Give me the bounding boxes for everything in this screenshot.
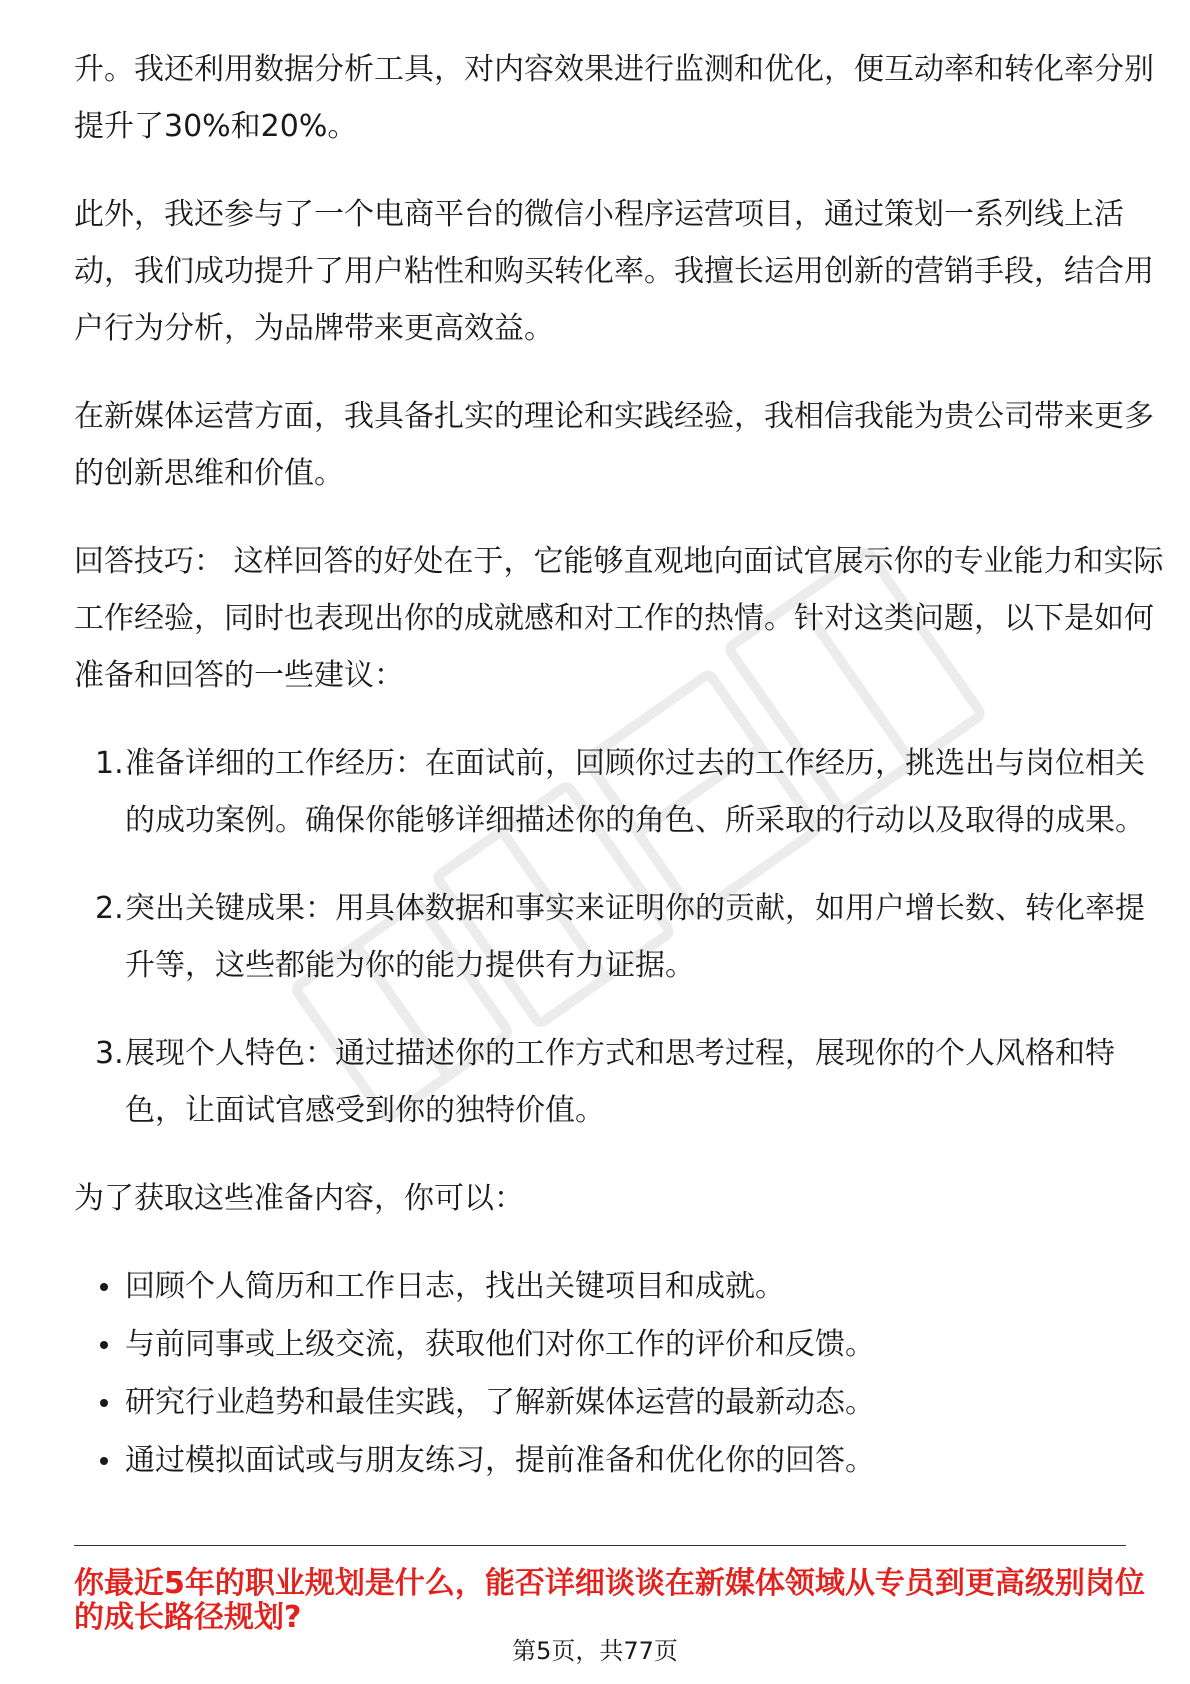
text-line: 此外，我还参与了一个电商平台的微信小程序运营项目，通过策划一系列线上活 (74, 197, 1124, 232)
document-body (74, 41, 1164, 1490)
text-line: 提升了30%和20%。 (74, 109, 358, 144)
list-item (74, 1316, 1144, 1374)
list-item-text: 通过模拟面试或与朋友练习，提前准备和优化你的回答。 (125, 1443, 875, 1478)
paragraph-tips (74, 533, 1164, 704)
text-line: 回答技巧： 这样回答的好处在于，它能够直观地向面试官展示你的专业能力和实际 (74, 544, 1164, 579)
section-divider (74, 1545, 1126, 1546)
list-number: 3. (95, 1036, 124, 1071)
list-item-text: 研究行业趋势和最佳实践，了解新媒体运营的最新动态。 (125, 1385, 875, 1420)
bullet-icon (100, 1457, 108, 1465)
list-item (74, 1432, 1144, 1490)
text-line: 在新媒体运营方面，我具备扎实的理论和实践经验，我相信我能为贵公司带来更多 (74, 399, 1154, 434)
paragraph-summary (74, 388, 1154, 502)
suggestion-item (74, 735, 1144, 849)
paragraph-wechat-project (74, 186, 1154, 357)
text-line: 升。我还利用数据分析工具，对内容效果进行监测和优化，便互动率和转化率分别 (74, 52, 1154, 87)
bullet-icon (100, 1341, 108, 1349)
text-line: 色，让面试官感受到你的独特价值。 (125, 1093, 605, 1128)
list-number: 1. (95, 746, 124, 781)
list-item-text: 与前同事或上级交流，获取他们对你工作的评价和反馈。 (125, 1327, 875, 1362)
text-line: 展现个人特色：通过描述你的工作方式和思考过程，展现你的个人风格和特 (125, 1036, 1115, 1071)
bullet-icon (100, 1399, 108, 1407)
text-line: 工作经验，同时也表现出你的成就感和对工作的热情。针对这类问题，以下是如何 (74, 601, 1154, 636)
page-number: 第5页，共77页 (512, 1637, 678, 1665)
suggestion-item (74, 1025, 1144, 1139)
list-number: 2. (95, 891, 124, 926)
list-item (74, 1374, 1144, 1432)
paragraph-intro (74, 41, 1154, 155)
question-line: 你最近5年的职业规划是什么，能否详细谈谈在新媒体领域从专员到更高级别岗位 (74, 1566, 1145, 1601)
text-line: 户行为分析，为品牌带来更高效益。 (74, 311, 554, 346)
text-line: 的创新思维和价值。 (74, 456, 344, 491)
text-line: 突出关键成果：用具体数据和事实来证明你的贡献，如用户增长数、转化率提 (125, 891, 1145, 926)
text-line: 准备详细的工作经历：在面试前，回顾你过去的工作经历，挑选出与岗位相关 (125, 746, 1145, 781)
paragraph-prep-intro (74, 1170, 1144, 1227)
text-line: 的成功案例。确保你能够详细描述你的角色、所采取的行动以及取得的成果。 (125, 803, 1145, 838)
next-question-heading (74, 1567, 1154, 1635)
bullet-icon (100, 1283, 108, 1291)
suggestion-item (74, 880, 1144, 994)
text-line: 升等，这些都能为你的能力提供有力证据。 (125, 948, 695, 983)
text-line: 动，我们成功提升了用户粘性和购买转化率。我擅长运用创新的营销手段，结合用 (74, 254, 1154, 289)
list-item-text: 回顾个人简历和工作日志，找出关键项目和成就。 (125, 1269, 785, 1304)
prep-bullet-list (74, 1258, 1144, 1490)
question-line: 的成长路径规划? (74, 1600, 302, 1635)
text-line: 准备和回答的一些建议： (74, 658, 404, 693)
list-item (74, 1258, 1144, 1316)
text-line: 为了获取这些准备内容，你可以： (74, 1181, 524, 1216)
